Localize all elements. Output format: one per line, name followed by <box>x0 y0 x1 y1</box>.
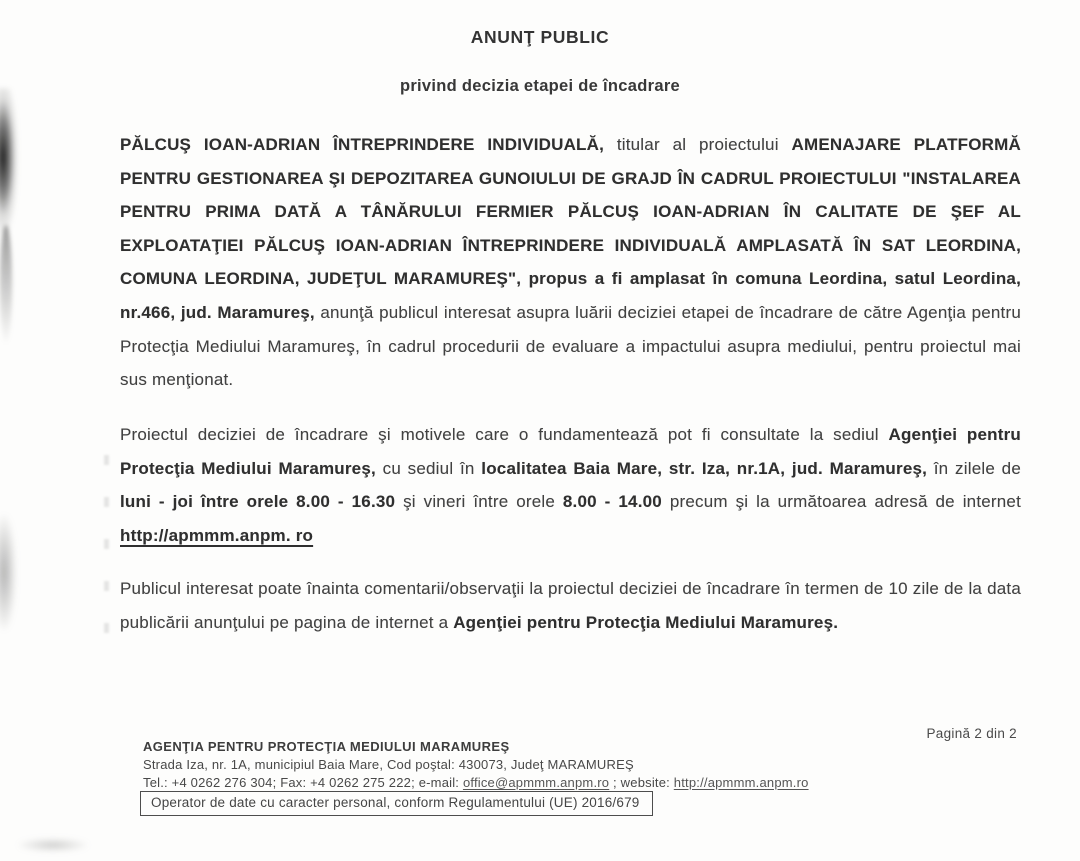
footer-separator: ; website: <box>609 775 674 790</box>
footer-agency-address: Strada Iza, nr. 1A, municipiul Baia Mare, Cod poştal: 430073, Judeţ MARAMUREŞ <box>143 757 634 772</box>
text-run-agency-name: Agenţiei pentru Protecţia Mediului Maramureş, <box>120 425 1021 478</box>
text-run-project-title: AMENAJARE PLATFORMĂ PENTRU GESTIONAREA ŞI DEPOZITAREA GUNOIULUI DE GRAJD ÎN CADRUL PROIECTULUI "INSTALAREA PENTRU PRIMA DATĂ A TÂNĂRULUI FERMIER PĂLCUŞ IOAN-ADRIAN ÎN CALITATE DE ŞEF AL EXPLOATAŢIEI PĂLCUŞ IOAN-ADRIAN ÎNTREPRINDERE INDIVIDUALĂ AMPLASATĂ ÎN SAT LEORDINA, COMUNA LEORDINA, JUDEŢUL MARAMUREŞ", <box>120 135 1021 289</box>
text-run-holder-name: PĂLCUŞ IOAN-ADRIAN ÎNTREPRINDERE INDIVIDUALĂ, <box>120 135 605 154</box>
text-run: Publicul interesat poate înainta comentarii/observaţii la proiectul deciziei de încadrare în termen de 10 zile de la data publicării anunţului pe pagina de internet a <box>120 579 1021 632</box>
text-run: cu sediul în <box>375 458 482 478</box>
text-run: precum şi la următoarea adresă de internet <box>661 492 1022 512</box>
footer-contact-block <box>143 738 809 792</box>
text-run: titular al proiectului <box>604 135 792 154</box>
text-run-location: propus a fi amplasat în comuna Leordina, satul Leordina, nr.466, jud. Maramureş, <box>120 269 1021 322</box>
text-run: şi vineri între orele <box>395 492 563 512</box>
text-run-friday-hours: 8.00 - 14.00 <box>562 492 662 512</box>
document-subtitle: privind decizia etapei de încadrare <box>399 77 681 95</box>
footer-website-link: http://apmmm.anpm.ro <box>673 775 809 790</box>
footer-email-link: office@apmmm.anpm.ro <box>462 775 610 790</box>
text-run: Proiectul deciziei de încadrare şi motivele care o fundamentează pot fi consultate la sediul <box>120 425 889 444</box>
document-title: ANUNŢ PUBLIC <box>470 27 610 47</box>
footer-agency-name: AGENŢIA PENTRU PROTECŢIA MEDIULUI MARAMUREŞ <box>143 739 510 754</box>
scan-smudge-lower-left-icon <box>0 515 16 630</box>
agency-website-link: http://apmmm.anpm. ro <box>120 525 314 545</box>
text-run: anunţă publicul interesat asupra luării deciziei etapei de încadrare de către Agenţia pentru Protecţia Mediului Maramureş, în cadrul procedurii de evaluare a impactului asupra mediului, pentru proiectul mai sus menţionat. <box>120 302 1021 390</box>
paragraph-consultation-info <box>120 418 1021 552</box>
text-run-agency-name: Agenţiei pentru Protecţia Mediului Maramureş. <box>453 612 839 632</box>
scan-marks-margin-icon <box>104 455 109 655</box>
text-run-weekday-hours: luni - joi între orele 8.00 - 16.30 <box>120 492 396 512</box>
text-run: în zilele de <box>927 458 1021 478</box>
gdpr-notice-box: Operator de date cu caracter personal, conform Regulamentului (UE) 2016/679 <box>140 791 653 816</box>
text-run-agency-address: localitatea Baia Mare, str. Iza, nr.1A, jud. Maramureş, <box>481 458 928 478</box>
paragraph-project-announcement <box>120 128 1021 397</box>
page-number: Pagină 2 din 2 <box>926 726 1017 741</box>
scan-smudge-left-icon <box>0 88 20 253</box>
scan-smudge-bottom-icon <box>18 838 88 852</box>
footer-phone-fax: Tel.: +4 0262 276 304; Fax: +4 0262 275 222; e-mail: <box>143 775 463 790</box>
scan-smudge-tail-icon <box>0 225 12 345</box>
footer-contact-line <box>143 774 809 792</box>
paragraph-public-comments <box>120 572 1021 639</box>
